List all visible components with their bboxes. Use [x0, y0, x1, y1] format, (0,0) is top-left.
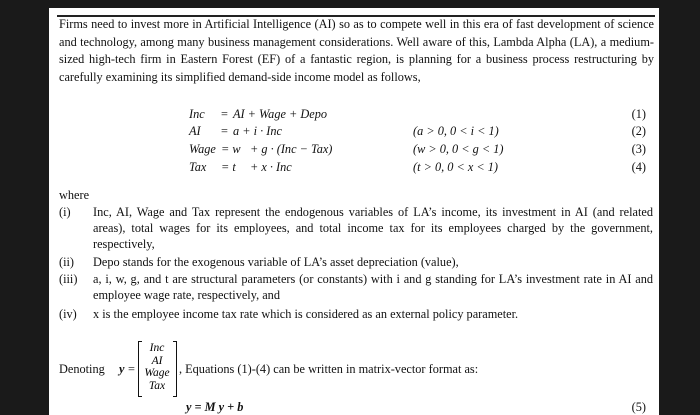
- item-label: (iv): [59, 307, 77, 321]
- eq3-rhs: + g · (Inc − Tax): [250, 142, 333, 156]
- intro-paragraph: Firms need to invest more in Artificial Intelligence (AI) so as to compete well in this era of fast development of science and technology, among many business management considerations. Well aware of this, Lambda Alpha (LA), a medium-sized high-tech firm in Eastern Forest (EF) of a fantastic region, is planning for a business process restructuring by carefully examining its simplified demand-side income model as follows,: [59, 17, 654, 84]
- list-item: [59, 306, 657, 323]
- eq2-rhs: a + i · Inc: [233, 124, 282, 138]
- document-page: [49, 8, 659, 415]
- eq4-lhs: Tax: [189, 160, 207, 174]
- item-label: (i): [59, 205, 71, 219]
- list-item: [59, 271, 657, 305]
- item-label: (ii): [59, 255, 75, 269]
- final-equation: y = M y + b: [186, 400, 244, 414]
- eq2-equals: =: [221, 124, 228, 138]
- eq2-lhs: AI: [189, 124, 201, 138]
- final-equation-number: (5): [631, 400, 646, 414]
- eq1-lhs: Inc: [189, 107, 205, 121]
- where-label: where: [59, 188, 90, 202]
- item-text: Inc, AI, Wage and Tax represent the endogenous variables of LA’s income, its investment in AI (and related areas), total wages for its employees, and total income tax for its employees charged by the government, respectively,: [93, 205, 653, 251]
- eq1-rhs: AI + Wage + Depo: [233, 107, 328, 121]
- vector-entry: Wage: [144, 367, 170, 379]
- eq1-number: (1): [631, 107, 646, 121]
- vector-entry: AI: [151, 354, 163, 367]
- denoting-rest: , Equations (1)-(4) can be written in matrix-vector format as:: [179, 362, 479, 376]
- eq4-number: (4): [631, 160, 646, 174]
- eq4-condition: (t > 0, 0 < x < 1): [413, 160, 498, 174]
- eq2-number: (2): [631, 124, 646, 138]
- eq3-number: (3): [631, 142, 646, 156]
- list-item: [59, 254, 657, 271]
- vector-entry: Inc: [149, 342, 165, 354]
- y-symbol: y: [119, 362, 125, 376]
- eq3-condition: (w > 0, 0 < g < 1): [413, 142, 504, 156]
- denoting-label: Denoting: [59, 362, 105, 376]
- item-text: a, i, w, g, and t are structural parameters (or constants) with i and g standing for LA’s investment rate in AI and employee wage rate, respectively, and: [93, 272, 653, 302]
- eq3-equals: = w: [221, 142, 241, 156]
- vector-y: [139, 342, 175, 392]
- eq1-equals: =: [221, 107, 228, 121]
- eq2-condition: (a > 0, 0 < i < 1): [413, 124, 499, 138]
- eq3-lhs: Wage: [189, 142, 216, 156]
- eq4-rhs: + x · Inc: [250, 160, 292, 174]
- right-bracket: [173, 341, 177, 397]
- item-text: x is the employee income tax rate which is considered as an external policy parameter.: [93, 307, 519, 321]
- item-text: Depo stands for the exogenous variable of LA’s asset depreciation (value),: [93, 255, 459, 269]
- list-item: [59, 204, 657, 254]
- vector-entry: Tax: [148, 379, 166, 392]
- eq4-equals: = t: [221, 160, 236, 174]
- item-label: (iii): [59, 272, 78, 286]
- y-equals: =: [128, 362, 135, 376]
